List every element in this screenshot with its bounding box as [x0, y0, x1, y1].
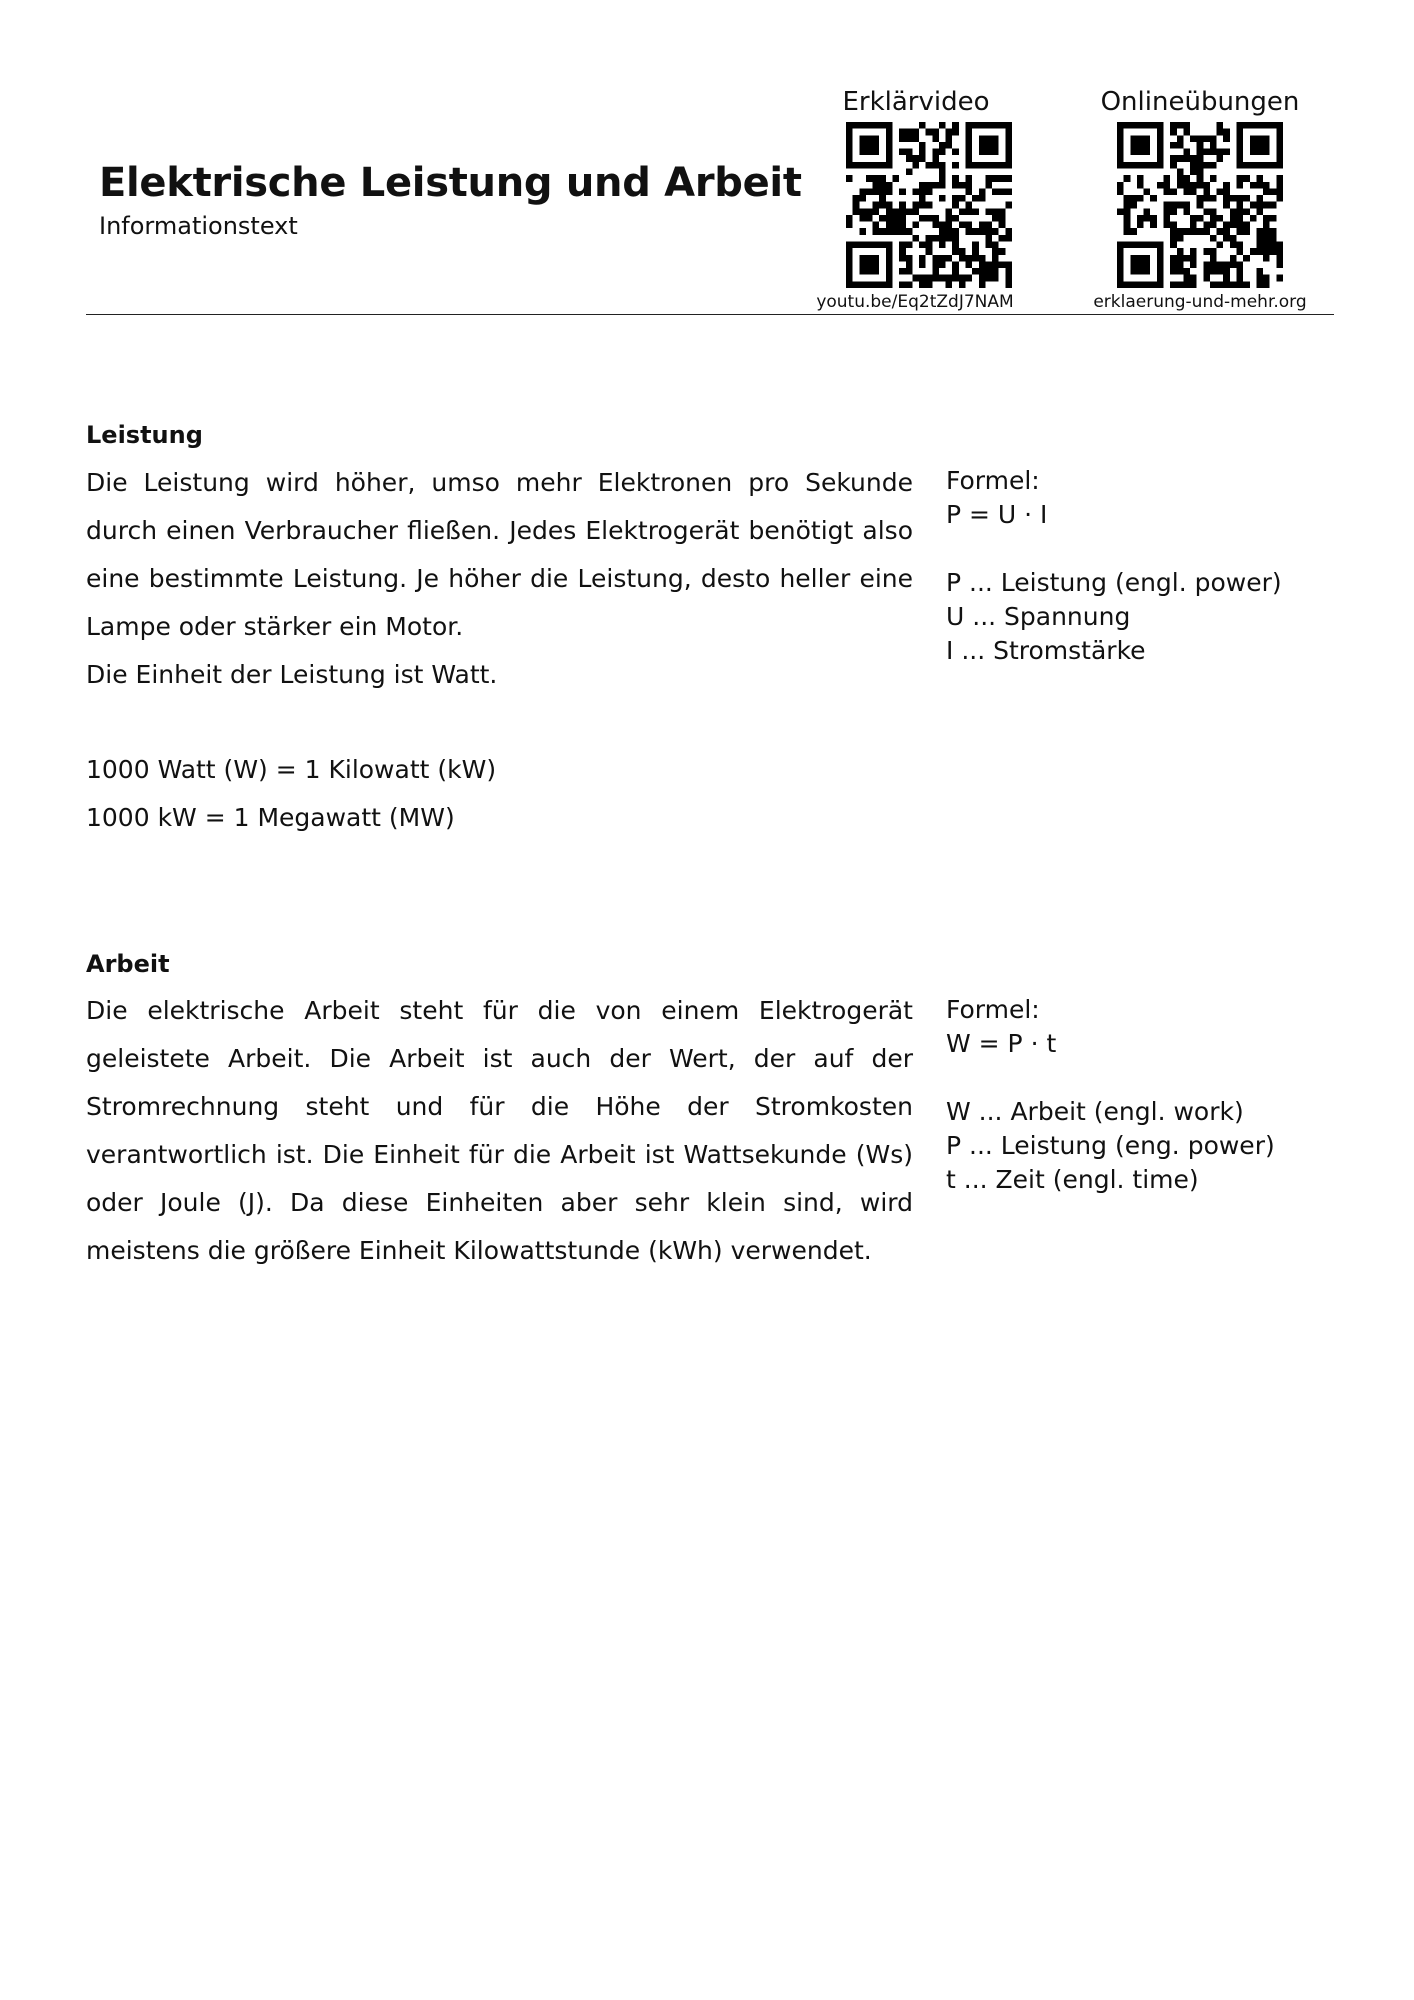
qr-code-icon[interactable]	[1117, 122, 1283, 288]
formula-label: Formel:	[946, 995, 1040, 1024]
formula-box-leistung	[946, 464, 1346, 668]
section-body-arbeit	[86, 987, 913, 1275]
formula-legend-item: t ... Zeit (engl. time)	[946, 1165, 1199, 1194]
formula-box-arbeit	[946, 993, 1346, 1197]
section-heading-arbeit: Arbeit	[86, 950, 170, 978]
formula-label: Formel:	[946, 466, 1040, 495]
qr-label-exercises: Onlineübungen	[1100, 87, 1300, 117]
formula-legend-item: U ... Spannung	[946, 602, 1131, 631]
formula-expression: W = P · t	[946, 1029, 1057, 1058]
conversion-line: 1000 kW = 1 Megawatt (MW)	[86, 803, 455, 832]
paragraph: Die Einheit der Leistung ist Watt.	[86, 660, 498, 689]
qr-url-video[interactable]: youtu.be/Eq2tZdJ7NAM	[816, 292, 1014, 312]
formula-legend-item: P ... Leistung (engl. power)	[946, 568, 1282, 597]
page-title: Elektrische Leistung und Arbeit	[99, 160, 802, 206]
qr-code-icon[interactable]	[846, 122, 1012, 288]
page-subtitle: Informationstext	[99, 212, 298, 240]
paragraph: Die elektrische Arbeit steht für die von einem Elektrogerät geleistete Arbeit. Die Arbeit ist auch der Wert, der auf der Stromrechnung steht und für die Höhe der Stromkosten verantwortlich ist. Die Einheit für die Arbeit ist Wattsekunde (Ws) oder Joule (J). Da diese Einheiten aber sehr klein sind, wird meistens die größere Einheit Kilowattstunde (kWh) verwendet.	[86, 996, 913, 1265]
formula-legend-item: P ... Leistung (eng. power)	[946, 1131, 1275, 1160]
formula-legend-item: I ... Stromstärke	[946, 636, 1146, 665]
formula-expression: P = U · I	[946, 500, 1048, 529]
section-body-leistung	[86, 459, 913, 699]
unit-conversions	[86, 746, 496, 842]
section-heading-leistung: Leistung	[86, 421, 203, 449]
paragraph: Die Leistung wird höher, umso mehr Elektronen pro Sekunde durch einen Verbraucher fließen. Jedes Elektrogerät benötigt also eine bestimmte Leistung. Je höher die Leistung, desto heller eine Lampe oder stärker ein Motor.	[86, 468, 913, 641]
conversion-line: 1000 Watt (W) = 1 Kilowatt (kW)	[86, 755, 497, 784]
header-divider	[86, 314, 1334, 315]
formula-legend-item: W ... Arbeit (engl. work)	[946, 1097, 1244, 1126]
qr-label-video: Erklärvideo	[842, 87, 990, 117]
qr-url-exercises[interactable]: erklaerung-und-mehr.org	[1093, 292, 1307, 312]
